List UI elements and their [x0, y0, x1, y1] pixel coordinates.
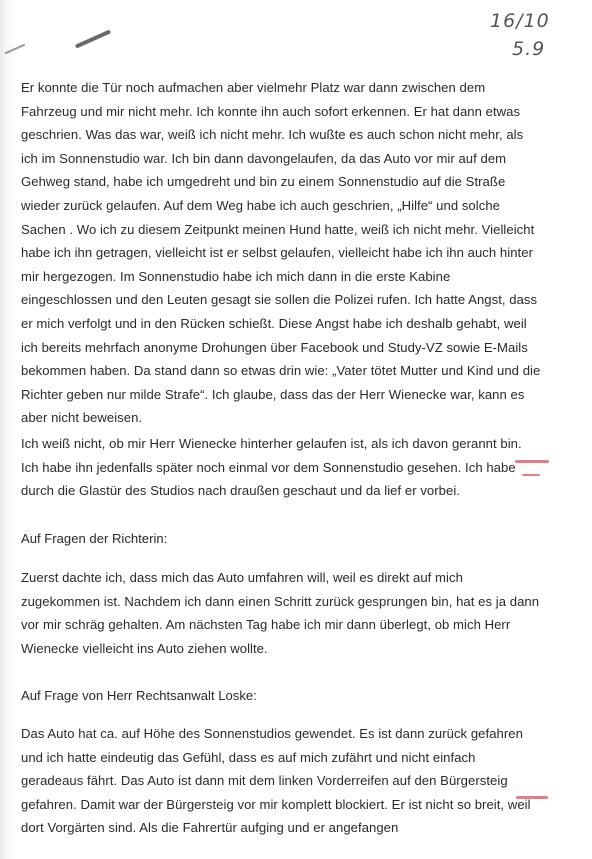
paragraph-text: Zuerst dachte ich, dass mich das Auto umfahren will, weil es direkt auf mich zugekommen ist. Nachdem ich dann einen Schritt zurück gesprungen bin, hat es ja dann vor mir schräg gehalten. Am nächsten Tag habe ich mir dann überlegt, ob mich Herr Wienecke vielleicht ins Auto ziehen wollte.: [21, 570, 540, 656]
testimony-paragraph-4: [21, 722, 541, 840]
section-heading-judge: [21, 527, 541, 551]
testimony-paragraph-3: [21, 566, 541, 660]
handwritten-sub-number: 5.9: [512, 38, 546, 60]
handwritten-page-number: 16/10: [490, 10, 550, 32]
paragraph-text: Ich weiß nicht, ob mir Herr Wienecke hinterher gelaufen ist, als ich davon gerannt bin. Ich habe ihn jedenfalls später noch einmal vor dem Sonnenstudio gesehen. Ich habe durch die Glastür des Studios nach draußen geschaut und da lief er vorbei.: [21, 436, 522, 499]
testimony-paragraph-1: [21, 76, 541, 430]
pen-scratch-mark: [75, 29, 111, 48]
heading-text: Auf Frage von Herr Rechtsanwalt Loske:: [21, 688, 257, 703]
testimony-paragraph-2: [21, 432, 541, 503]
paragraph-text: Das Auto hat ca. auf Höhe des Sonnenstudios gewendet. Es ist dann zurück gefahren und ich hatte eindeutig das Gefühl, dass es auf mich zufährt und nicht einfach geradeaus fährt. Das Auto ist dann mit dem linken Vorderreifen auf den Bürgersteig gefahren. Damit war der Bürgersteig vor mir komplett blockiert. Er ist nicht so breit, weil dort Vorgärten sind. Als die Fahrertür aufging und er angefangen: [21, 726, 531, 836]
paragraph-text: Er konnte die Tür noch aufmachen aber vielmehr Platz war dann zwischen dem Fahrzeug und mir nicht mehr. Ich konnte ihn auch sofort erkennen. Er hat dann etwas geschrien. Was das war, weiß ich nicht mehr. Ich wußte es auch schon nicht mehr, als ich im Sonnenstudio war. Ich bin dann davongelaufen, da das Auto vor mir auf dem Gehweg stand, habe ich umgedreht und bin zu einem Sonnenstudio auf die Straße wieder zurück gelaufen. Auf dem Weg habe ich auch geschrien, „Hilfe“ und solche Sachen . Wo ich zu diesem Zeitpunkt meinen Hund hatte, weiß ich nicht mehr. Vielleicht habe ich ihn getragen, vielleicht ist er selbst gelaufen, vielleicht habe ich ihn auch hinter mir hergezogen. Im Sonnenstudio habe ich mich dann in die erste Kabine eingeschlossen und den Leuten gesagt sie sollen die Polizei rufen. Ich hatte Angst, dass er mich verfolgt und in den Rücken schießt. Diese Angst habe ich deshalb gehabt, weil ich bereits mehrfach anonyme Drohungen über Facebook und Study-VZ sowie E-Mails bekommen haben. Da stand dann so etwas drin wie: „Vater tötet Mutter und Kind und die Richter geben nur milde Strafe“. Ich glaube, dass das der Herr Wienecke war, kann es aber nicht beweisen.: [21, 80, 541, 426]
heading-text: Auf Fragen der Richterin:: [21, 531, 168, 546]
section-heading-lawyer: [21, 684, 541, 708]
pen-scratch-mark-2: [5, 44, 26, 55]
